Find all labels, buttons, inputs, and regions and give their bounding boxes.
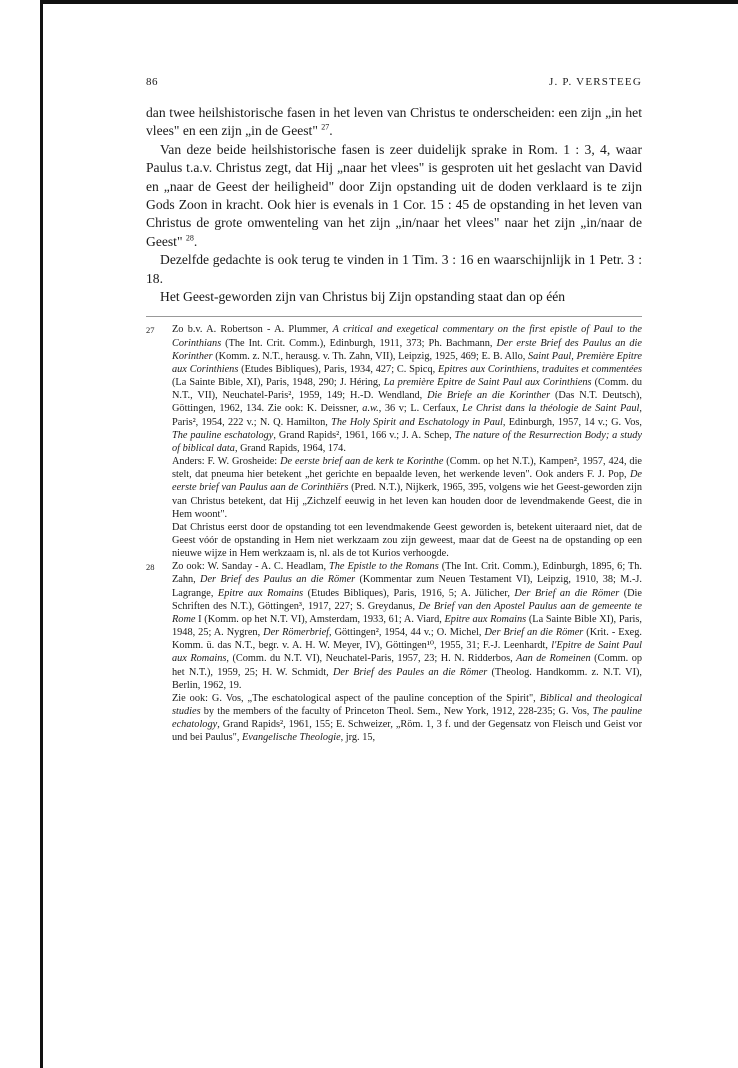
main-text xyxy=(146,104,642,306)
footnote-28-para-2: Zie ook: G. Vos, „The eschatological aspect of the pauline conception of the Spirit", Biblical and theological studies by the members of the faculty of Princeton Theol. Sem., New York, 1912, 228-235; G. Vos, The pauline echatology, Grand Rapids², 1961, 155; E. Schweizer, „Röm. 1, 3 f. und der Gegensatz von Fleisch und Geist vor und bei Paulus", Evangelische Theologie, jrg. 15, xyxy=(172,692,642,744)
footnote-27 xyxy=(146,323,642,560)
paragraph-3: Dezelfde gedachte is ook terug te vinden in 1 Tim. 3 : 16 en waarschijnlijk in 1 Petr. 3 : 18. xyxy=(146,252,642,286)
paragraph-2 xyxy=(146,141,642,251)
footnote-rule xyxy=(146,316,642,317)
footnote-27-para-1: Zo b.v. A. Robertson - A. Plummer, A critical and exegetical commentary on the first epistle of Paul to the Corinthians (The Int. Crit. Comm.), Edinburgh, 1911, 373; Ph. Bachmann, Der erste Brief des Paulus an die Korinther (Komm. z. N.T., herausg. v. Th. Zahn, VII), Leipzig, 1925, 469; E. B. Allo, Saint Paul, Première Epitre aux Corinthiens (Etudes Bibliques), Paris, 1934, 427; C. Spicq, Epitres aux Corinthiens, traduites et commentées (La Sainte Bible, XI), Paris, 1948, 290; J. Héring, La première Epitre de Saint Paul aux Corinthiens (Comm. du N.T., VII), Neuchatel-Paris², 1959, 149; H.-D. Wendland, Die Briefe an die Korinther (Das N.T. Deutsch), Göttingen, 1962, 134. Zie ook: K. Deissner, a.w., 36 v; L. Cerfaux, Le Christ dans la théologie de Saint Paul, Paris², 1954, 222 v.; N. Q. Hamilton, The Holy Spirit and Eschatology in Paul, Edinburgh, 1957, 14 v.; G. Vos, The pauline eschatology, Grand Rapids², 1961, 166 v.; J. A. Schep, The nature of the Resurrection Body; a study of biblical data, Grand Rapids, 1964, 174. xyxy=(172,324,643,454)
footnote-27-para-2: Anders: F. W. Grosheide: De eerste brief aan de kerk te Korinthe (Comm. op het N.T.), Kampen², 1957, 424, die stelt, dat pneuma hier betekent „het gerichte en bepaalde leven, het werkende leven". Ook anders F. J. Pop, De eerste brief van Paulus aan de Corinthiërs (Pred. N.T.), Nijkerk, 1965, 395, volgens wie het Geest-geworden zijn van Christus betekent, dat Hij „Zichzelf eeuwig in het leven kan houden door de levendmakende Geest, die in Hem woont". xyxy=(172,456,643,520)
paragraph-2-end: . xyxy=(193,233,198,249)
running-head xyxy=(146,76,642,88)
paragraph-1 xyxy=(146,104,642,141)
footnote-ref-28[interactable]: 28 xyxy=(185,233,194,243)
running-head-author: J. P. VERSTEEG xyxy=(549,76,642,88)
footnotes xyxy=(146,323,642,744)
scan-border-top xyxy=(40,0,738,4)
book-page xyxy=(146,76,642,744)
paragraph-4: Het Geest-geworden zijn van Christus bij Zijn opstanding staat dan op één xyxy=(160,289,566,305)
page-number: 86 xyxy=(146,76,158,88)
footnote-27-para-3: Dat Christus eerst door de opstanding tot een levendmakende Geest geworden is, betekent uiteraard niet, dat de Geest vóór de opstanding in Hem niet werkzaam zou zijn geweest, maar dat de Geest na de opstanding op een nieuwe wijze in Hem werkzaam is, nl. als de tot Kurios verhoogde. xyxy=(172,521,642,560)
footnote-body xyxy=(172,560,642,744)
scan-border-left xyxy=(40,0,43,1068)
footnote-number: 27 xyxy=(146,325,155,336)
paragraph-2-text: Van deze beide heilshistorische fasen is zeer duidelijk sprake in Rom. 1 : 3, 4, waar Paulus t.a.v. Christus zegt, dat Hij „naar het vlees" is gesproten uit het geslacht van David en „naar de Geest der heiligheid" door Zijn opstanding uit de doden verklaard is te zijn Gods Zoon in kracht. Ook hier is evenals in 1 Cor. 15 : 45 de opstanding in het leven van Christus de grote omwenteling van het zijn „in/naar het vlees" naar het zijn „in/naar de Geest" xyxy=(146,141,642,249)
footnote-body xyxy=(172,323,642,560)
paragraph-1-text: dan twee heilshistorische fasen in het leven van Christus te onderscheiden: een zijn „in het vlees" en een zijn „in de Geest" xyxy=(146,105,642,139)
paragraph-1-end: . xyxy=(329,123,333,139)
footnote-ref-27[interactable]: 27 xyxy=(321,122,330,132)
footnote-number: 28 xyxy=(146,562,155,573)
footnote-28 xyxy=(146,560,642,744)
footnote-28-para-1: Zo ook: W. Sanday - A. C. Headlam, The Epistle to the Romans (The Int. Crit. Comm.), Edinburgh, 1895, 6; Th. Zahn, Der Brief des Paulus an die Römer (Kommentar zum Neuen Testament VI), Leipzig, 1910, 38; M.-J. Lagrange, Epitre aux Romains (Etudes Bibliques), Paris, 1916, 5; A. Jülicher, Der Brief an die Römer (Die Schriften des N.T.), Göttingen³, 1917, 227; S. Greydanus, De Brief van den Apostel Paulus aan de gemeente te Rome I (Komm. op het N.T. VI), Amsterdam, 1933, 61; A. Viard, Epitre aux Romains (La Sainte Bible XI), Paris, 1948, 25; A. Nygren, Der Römerbrief, Göttingen², 1954, 44 v.; O. Michel, Der Brief an die Römer (Krit. - Exeg. Komm. ü. das N.T., begr. v. A. H. W. Meyer, IV), Göttingen¹⁰, 1955, 31; F.-J. Leenhardt, l'Epitre de Saint Paul aux Romains, (Comm. du N.T. VI), Neuchatel-Paris, 1957, 23; H. N. Ridderbos, Aan de Romeinen (Comm. op het N.T.), 1959, 25; H. W. Schmidt, Der Brief des Paules an die Römer (Theolog. Handkomm. z. N.T. VI), Berlin, 1962, 19. xyxy=(172,561,643,691)
